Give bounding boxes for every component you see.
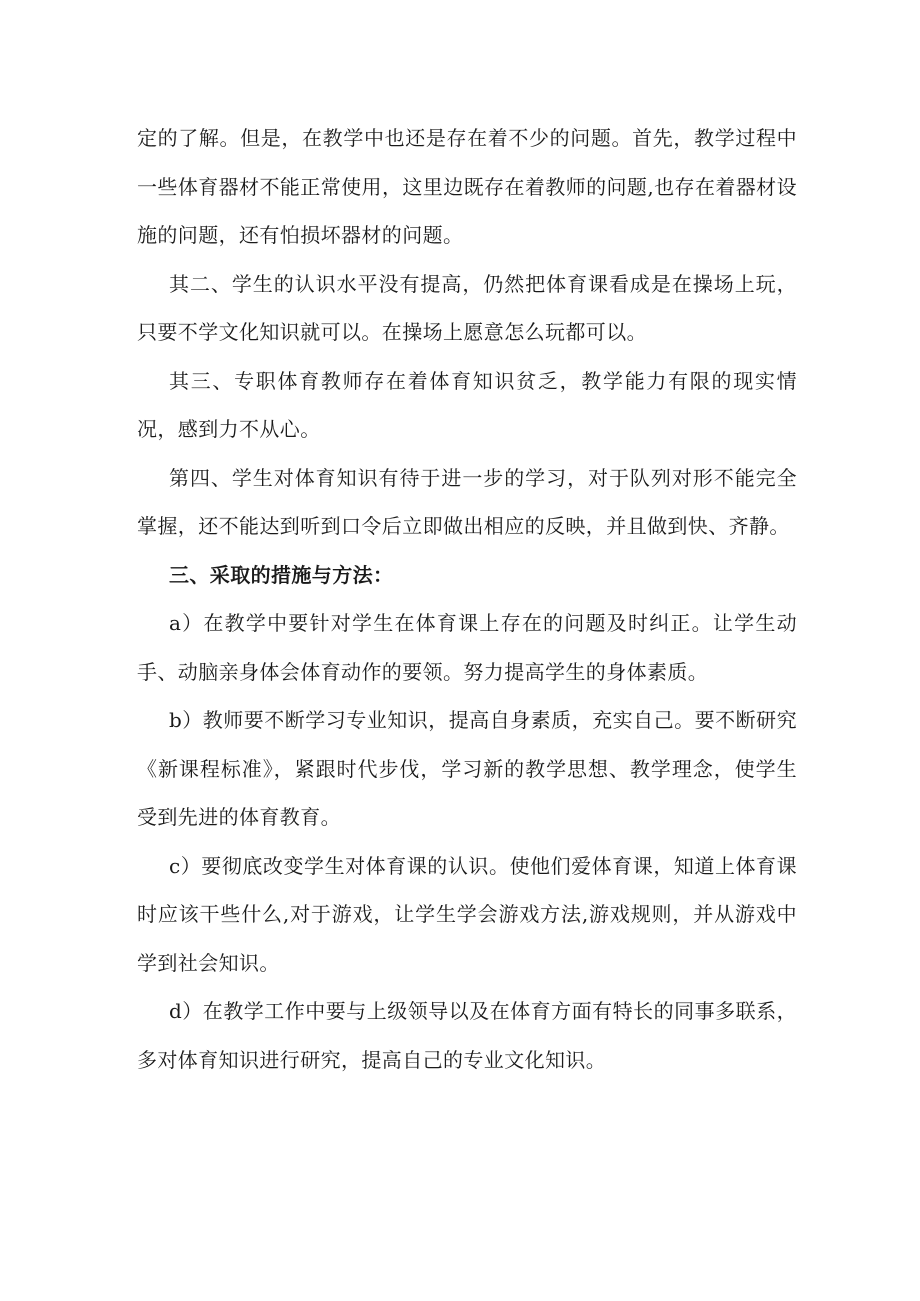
paragraph-4: 第四、学生对体育知识有待于进一步的学习，对于队列对形不能完全掌握，还不能达到听到口令后立即做出相应的反映，并且做到快、齐静。 — [137, 465, 797, 538]
list-item-b: b）教师要不断学习专业知识，提高自身素质，充实自己。要不断研究《新课程标准》，紧跟时代步伐，学习新的教学思想、教学理念，使学生受到先进的体育教育。 — [137, 708, 797, 829]
section-heading: 三、采取的措施与方法： — [169, 562, 394, 587]
document-body — [137, 114, 797, 1084]
paragraph-2: 其二、学生的认识水平没有提高，仍然把体育课看成是在操场上玩，只要不学文化知识就可以。在操场上愿意怎么玩都可以。 — [137, 271, 797, 344]
list-item-c: c）要彻底改变学生对体育课的认识。使他们爱体育课，知道上体育课时应该干些什么,对于游戏，让学生学会游戏方法,游戏规则，并从游戏中学到社会知识。 — [137, 853, 797, 975]
list-item-d: d）在教学工作中要与上级领导以及在体育方面有特长的同事多联系，多对体育知识进行研究，提高自己的专业文化知识。 — [137, 999, 797, 1072]
paragraph-3: 其三、专职体育教师存在着体育知识贫乏，教学能力有限的现实情况，感到力不从心。 — [137, 368, 797, 441]
paragraph-1: 定的了解。但是，在教学中也还是存在着不少的问题。首先，教学过程中一些体育器材不能正常使用，这里边既存在着教师的问题,也存在着器材设施的问题，还有怕损坏器材的问题。 — [137, 126, 797, 247]
list-item-a: a）在教学中要针对学生在体育课上存在的问题及时纠正。让学生动手、动脑亲身体会体育动作的要领。努力提高学生的身体素质。 — [137, 611, 797, 684]
